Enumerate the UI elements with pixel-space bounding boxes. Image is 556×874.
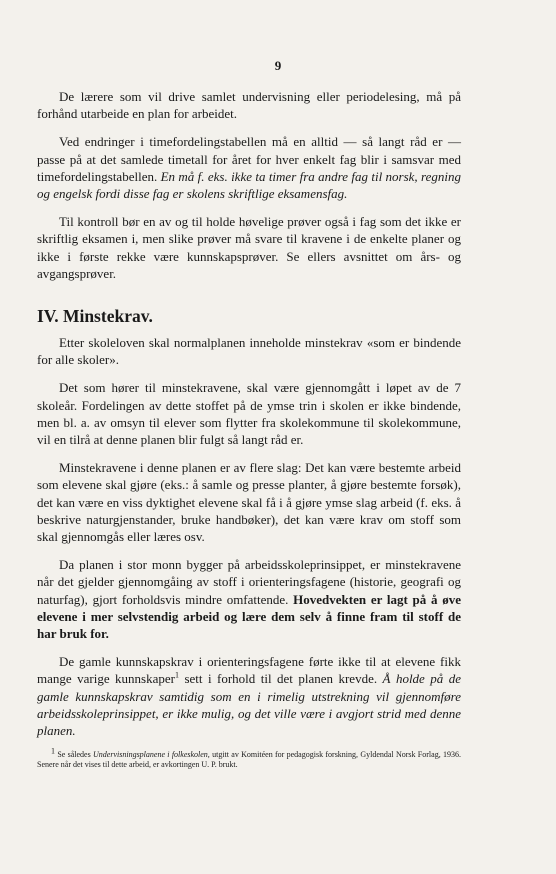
footnote-marker: 1 — [51, 746, 55, 756]
paragraph: Til kontroll bør en av og til holde høvelige prøver også i fag som det ikke er skriftlig eksamen i, men slike prøver må svare til kravene i de enkelte planer og ikke i første rekke være kunnskapsprøver. Se ellers avsnittet om års- og avgangsprøver. — [37, 214, 461, 281]
page-body — [37, 88, 461, 770]
paragraph — [37, 133, 461, 202]
paragraph-text: sett i forhold til det planen krevde. — [178, 671, 383, 687]
section-heading: IV. Minstekrav. — [37, 306, 153, 327]
paragraph — [37, 556, 461, 642]
paragraph-bold: Hovedvekten er lagt på å øve elevene i mer selvstendig arbeid og lære dem selv å finne fram til stoff de har bruk for. — [37, 591, 461, 642]
paragraph-text: Ved endringer i timefordelingstabellen må en alltid — så langt råd er — passe på at det samlede timetall for året for hver enkelt fag blir i samsvar med timefordelingstabellen. — [37, 134, 461, 184]
footnote-text — [37, 746, 461, 770]
paragraph-emphasis: Å holde på de gamle kunnskapskrav samtidig som en i rimelig utstrekning vil gjennomføre arbeidsskoleprinsippet, er ikke mulig, og det ville være i avgjort strid med denne planen. — [37, 671, 462, 739]
paragraph — [37, 653, 461, 739]
footnote — [37, 746, 461, 770]
footnote-ref: 1 — [174, 671, 179, 681]
footnote-title: Undervisningsplanene i folkeskolen, — [93, 750, 210, 760]
paragraph-text: Da planen i stor monn bygger på arbeidsskoleprinsippet, er minstekravene når det gjelder gjennomgåing av stoff i orienteringsfagene (historie, geografi og naturfag), gjort forholdsvis mindre omfattende. — [37, 557, 461, 607]
paragraph: De lærere som vil drive samlet undervisning eller periodelesing, må på forhånd utarbeide en plan for arbeidet. — [37, 89, 461, 122]
page-number: 9 — [274, 58, 282, 73]
paragraph-text: De gamle kunnskapskrav i orienteringsfagene førte ikke til at elevene fikk mange varige kunnskaper — [37, 654, 461, 687]
paragraph: Etter skoleloven skal normalplanen inneholde minstekrav «som er bindende for alle skoler». — [37, 335, 461, 368]
paragraph: Det som hører til minstekravene, skal være gjennomgått i løpet av de 7 skoleår. Fordelingen av dette stoffet på de ymse trin i skolen er ikke bindende, men bl. a. av omsyn til elever som flytter fra skolekommune til skolekommune, vil en tilrå at denne planen blir fulgt så langt råd er. — [37, 380, 461, 448]
paragraph: Minstekravene i denne planen er av flere slag: Det kan være bestemte arbeid som elevene skal gjøre (eks.: å samle og presse planter, å gjøre bestemte forsøk), det kan være en viss dyktighet elevene skal få i å gjøre ymse slag arbeid (f. eks. å beskrive naturgjenstander, bruke handbøker), det kan være krav om stoff som skal gjennomgås eller læres osv. — [37, 460, 461, 545]
paragraph-emphasis: En må f. eks. ikke ta timer fra andre fag til norsk, regning og engelsk fordi disse fag er skolens skriftlige eksamensfag. — [37, 168, 461, 202]
footnote-part: utgitt av Komitéen for pedagogisk forskning, Gyldendal Norsk Forlag, 1936. Senere når det vises til dette arbeid, er avkortingen U. P. brukt. — [37, 750, 461, 770]
footnote-part: Se således — [57, 750, 94, 760]
